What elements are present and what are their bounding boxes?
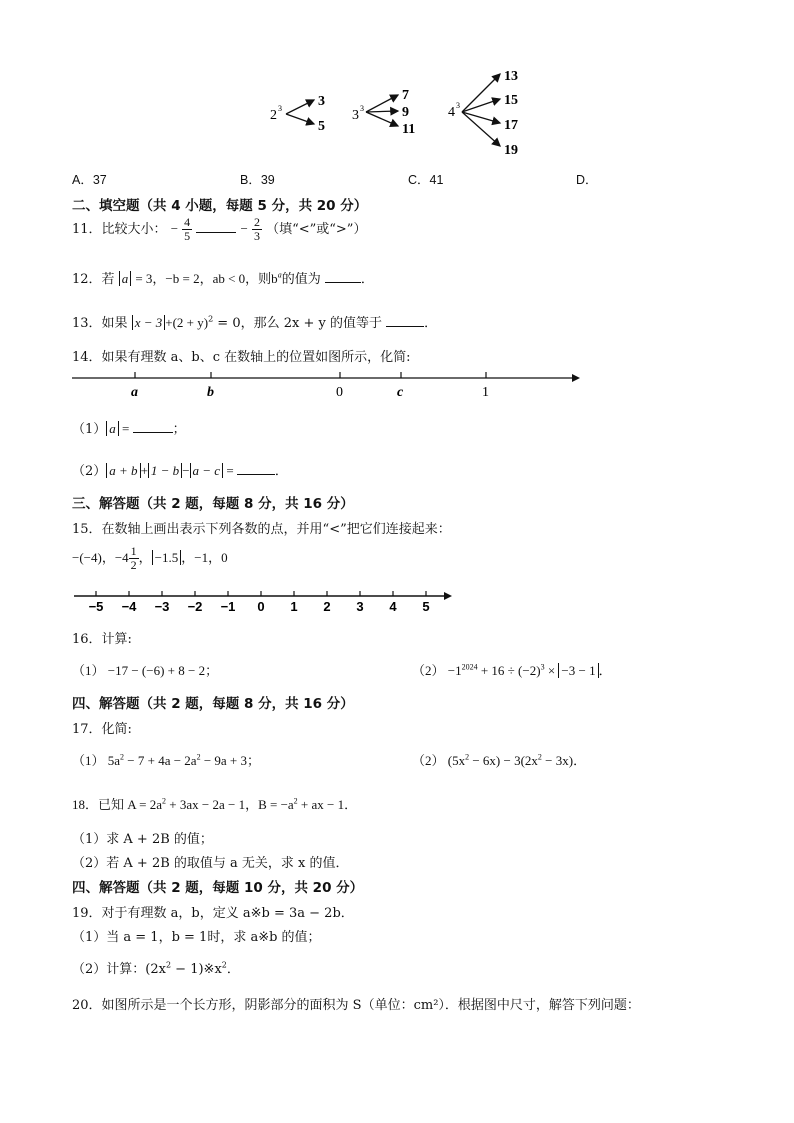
q15-tick-label: 1: [290, 599, 298, 614]
cube-split-diagram: [260, 62, 540, 162]
question-18-stem: 18．已知 $A = 2a^2 + 3ax - 2a - 1$，$B = -a^2$ + ax − 1．: [72, 796, 358, 812]
q15-tick-label: −3: [154, 599, 170, 614]
g1-base: 2: [270, 108, 277, 123]
question-12: 12．若 a = 3，−b = 2，ab < 0，则$b^a$的值为 ．: [72, 270, 374, 287]
q11-answer-blank[interactable]: [196, 220, 236, 233]
q11-fraction-2: $\frac{2}{3}$: [253, 215, 260, 243]
g3-val-1: 13: [504, 69, 518, 84]
q14-label-0: 0: [336, 385, 343, 400]
q14-label-b: b: [207, 385, 214, 400]
q15-number-line: [74, 588, 454, 616]
q15-tick-label: −4: [121, 599, 137, 614]
option-a: A．37: [72, 173, 107, 187]
section-answer-title-1: 三、解答题（共 2 题，每题 8 分，共 16 分）: [72, 496, 354, 512]
question-19-part-1: （1）当 a = 1，b = 1时，求 a※b 的值；: [72, 930, 321, 945]
question-16-part-1: （1） −17 − (−6) + 8 − 2；: [72, 663, 219, 678]
q15-tick-label: 0: [257, 599, 265, 614]
g3-val-3: 17: [504, 118, 518, 133]
question-11: 11．比较大小： − $\frac{4}{5}$ − $\frac{2}{3}$ （填“<”或“>”）: [72, 215, 367, 243]
option-b: B．39: [240, 173, 275, 187]
section-answer-title-2: 四、解答题（共 2 题，每题 8 分，共 16 分）: [72, 696, 354, 712]
q15-tick-label: −2: [187, 599, 203, 614]
q14-number-line: [72, 368, 582, 404]
question-20-stem: 20．如图所示是一个长方形，阴影部分的面积为 S（单位：cm²）．根据图中尺寸，解答下列问题：: [72, 998, 640, 1013]
g1-val-1: 3: [318, 94, 325, 109]
g3-val-4: 19: [504, 143, 518, 158]
question-14-part-1: （1） a = ；: [72, 421, 186, 437]
question-19-part-2: （2）计算：($2x^2$ − $1)※x^2$．: [72, 960, 240, 977]
g3-val-2: 15: [504, 93, 518, 108]
q15-tick-label: −1: [220, 599, 236, 614]
section-fill-in-title: 二、填空题（共 4 小题，每题 5 分，共 20 分）: [72, 198, 368, 214]
question-17-stem: 17．化简:: [72, 722, 132, 737]
option-c: C．41: [408, 173, 444, 187]
option-d: D．: [576, 173, 598, 187]
question-17-part-1: （1） $5a^2 - 7 + 4a - 2a^2 - 9a + 3$；: [72, 752, 261, 768]
g1-exp: 3: [278, 104, 282, 113]
q13-answer-blank[interactable]: [386, 314, 424, 327]
q15-tick-label: 5: [422, 599, 430, 614]
q12-answer-blank[interactable]: [325, 270, 361, 283]
question-19-stem: 19．对于有理数 a，b，定义 a※b = 3a − 2b．: [72, 906, 354, 921]
question-14-part-2: （2） a + b + 1 − b − a − c = ．: [72, 463, 288, 479]
g3-base: 4: [448, 105, 455, 120]
question-15-numbers: −(−4)，−4 $\frac{1}{2}$ ， −1.5 ，−1，0: [72, 544, 228, 572]
q15-tick-label: 2: [323, 599, 331, 614]
question-16-stem: 16．计算:: [72, 632, 132, 647]
question-18-part-2: （2）若 A + 2B 的取值与 a 无关，求 x 的值．: [72, 856, 349, 871]
g2-val-1: 7: [402, 88, 409, 103]
question-18-part-1: （1）求 A + 2B 的值；: [72, 832, 213, 847]
q11-hint: （填“<”或“>”）: [266, 222, 367, 237]
q11-fraction-1: $\frac{4}{5}$: [184, 215, 191, 243]
q15-fraction: $\frac{1}{2}$: [130, 544, 137, 572]
q11-label: 11．比较大小：: [72, 222, 167, 237]
question-15-stem: 15．在数轴上画出表示下列各数的点，并用“<”把它们连接起来：: [72, 522, 451, 537]
question-13: 13．如果 $x - 3 +(2 + y)^2 = 0$，那么 2x + y 的值等于 ．: [72, 314, 438, 331]
question-17-part-2: （2） $(5x^2 - 6x) - 3(2x^2 - 3x)$．: [412, 752, 587, 768]
q14-part2-blank[interactable]: [237, 462, 275, 475]
g2-exp: 3: [360, 104, 364, 113]
q14-part1-blank[interactable]: [133, 420, 173, 433]
q14-label-c: c: [397, 385, 404, 400]
q15-tick-label: 4: [389, 599, 397, 614]
g2-base: 3: [352, 108, 359, 123]
g2-val-2: 9: [402, 105, 409, 120]
q15-tick-label: −5: [88, 599, 104, 614]
g2-val-3: 11: [402, 122, 416, 137]
section-answer-title-3: 四、解答题（共 2 题，每题 10 分，共 20 分）: [72, 880, 364, 896]
q14-label-a: a: [131, 385, 138, 400]
q15-tick-label: 3: [356, 599, 364, 614]
g1-val-2: 5: [318, 119, 325, 134]
question-16-part-2: $(2) -1^{2024} + 16 \div (-2)^3 \times -3 - 1$ ．: [412, 662, 612, 678]
question-14-stem: 14．如果有理数 a、b、c 在数轴上的位置如图所示，化简:: [72, 350, 411, 365]
q14-label-1: 1: [482, 385, 489, 400]
g3-exp: 3: [456, 101, 460, 110]
